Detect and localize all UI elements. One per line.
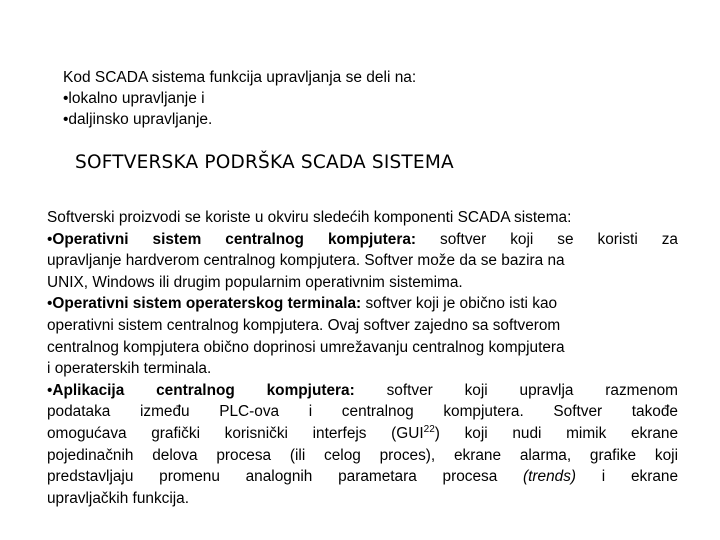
item3-line1: [47, 380, 678, 402]
item3-title: Aplikacija centralnog kompjutera:: [52, 381, 355, 399]
item2-line1: [47, 293, 678, 315]
item3-bullet: •: [47, 381, 53, 399]
item1-line1: [47, 229, 678, 251]
item1-text: softver koji se koristi za: [416, 230, 678, 248]
item1-line2: upravljanje hardverom centralnog kompjutera. Softver može da se bazira na: [47, 252, 565, 270]
item3-line2: podataka između PLC-ova i centralnog kompjutera. Softver takođe: [47, 403, 678, 421]
item2-title: Operativni sistem operaterskog terminala:: [52, 295, 362, 313]
item3-line6: upravljačkih funkcija.: [47, 489, 190, 507]
item3-line3: [47, 423, 678, 445]
item2-bullet: •: [47, 295, 53, 313]
footnote-ref: 22: [423, 423, 435, 435]
item3-text-l3b: ) koji nudi mimik ekrane: [434, 424, 678, 442]
item1-line3: UNIX, Windows ili drugim popularnim operativnim sistemima.: [47, 273, 463, 291]
item3-text: softver koji upravlja razmenom: [354, 381, 679, 399]
item3-text-l3a: omogućava grafički korisnički interfejs (GUI: [47, 424, 424, 442]
item2-line2: operativni sistem centralnog kompjutera. Ovaj softver zajedno sa softverom: [47, 316, 561, 334]
item3-line4: pojedinačnih delova procesa (ili celog proces), ekrane alarma, grafike koji: [47, 446, 678, 464]
item3-text-l5a: predstavljaju promenu analognih parametara procesa: [47, 468, 524, 486]
item3-line5: [47, 466, 678, 488]
intro-bullet-remote: •daljinsko upravljanje.: [63, 111, 213, 128]
body-text: [47, 207, 678, 509]
item1-title: Operativni sistem centralnog kompjutera:: [52, 230, 417, 248]
item2-text: softver koji je obično isti kao: [361, 295, 558, 313]
intro-bullet-local: •lokalno upravljanje i: [63, 90, 205, 107]
item2-line4: i operaterskih terminala.: [47, 360, 212, 378]
intro-line: Kod SCADA sistema funkcija upravljanja se deli na:: [63, 69, 417, 86]
item3-text-l5b: i ekrane: [576, 468, 679, 486]
trends-term: (trends): [523, 468, 577, 486]
intro-block: [63, 67, 416, 130]
section-heading: SOFTVERSKA PODRŠKA SCADA SISTEMA: [75, 152, 454, 173]
body-intro-line: Softverski proizvodi se koriste u okviru sledećih komponenti SCADA sistema:: [47, 209, 572, 226]
item1-bullet: •: [47, 230, 53, 248]
item2-line3: centralnog kompjutera obično doprinosi umrežavanju centralnog kompjutera: [47, 338, 565, 356]
